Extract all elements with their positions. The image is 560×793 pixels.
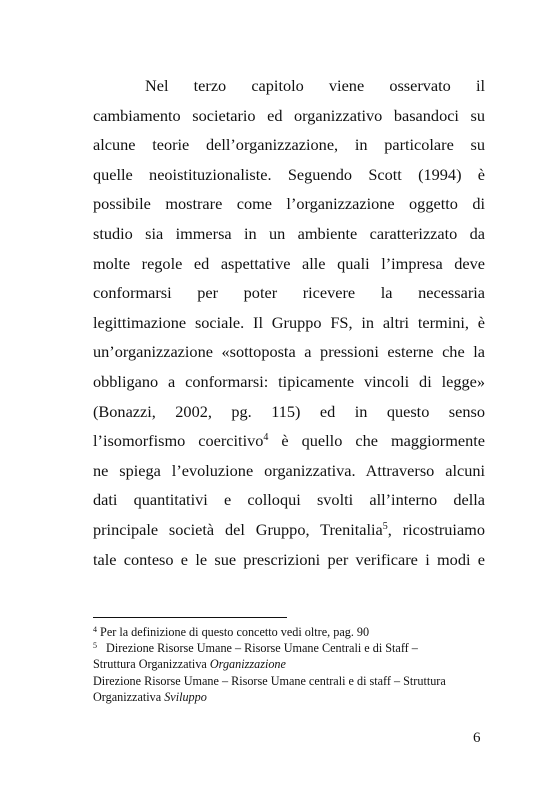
footnote-5-line2 [93,656,493,672]
body-line: possibile mostrare come l’organizzazione oggetto di [93,194,485,214]
text-run: , ricostruiamo [387,519,485,539]
footnote-separator [93,617,287,618]
footnote-marker-5: 5 [93,641,97,651]
text-run: è quello che maggiormente [268,431,485,451]
body-line: conformarsi per poter ricevere la necessaria [93,283,485,303]
body-line-with-footnote-ref [93,515,485,545]
page-number: 6 [473,730,481,746]
body-line: molte regole ed aspettative alle quali l’impresa deve [93,253,485,273]
body-line: dati quantitativi e colloqui svolti all’interno della [93,490,485,510]
body-line: alcune teorie dell’organizzazione, in particolare su [93,135,485,155]
footnote-ref-5[interactable]: 5 [382,520,388,532]
body-line: un’organizzazione «sottoposta a pressioni esterne che la [93,342,485,362]
footnote-5-line4 [93,689,493,705]
footnote-text: Organizzativa [93,689,165,704]
footnote-4 [93,624,493,640]
footnote-italic-text: Sviluppo [164,689,207,704]
body-line: studio sia immersa in un ambiente caratterizzato da [93,223,485,243]
footnote-5-line3: Direzione Risorse Umane – Risorse Umane centrali e di staff – Struttura [93,673,446,688]
footnote-marker-4: 4 [93,625,97,634]
footnote-5 [93,640,493,656]
footnotes [93,624,493,705]
footnote-5-line1: Direzione Risorse Umane – Risorse Umane Centrali e di Staff – [106,641,418,656]
body-line: Nel terzo capitolo viene osservato il [145,76,485,95]
body-line: ne spiega l’evoluzione organizzativa. Attraverso alcuni [93,460,485,480]
text-run: l’isomorfismo coercitivo [93,431,264,451]
footnote-italic-text: Organizzazione [209,657,286,672]
body-line: (Bonazzi, 2002, pg. 115) ed in questo senso [93,401,485,421]
body-line: quelle neoistituzionaliste. Seguendo Scott (1994) è [93,164,485,184]
footnote-text: Struttura Organizzativa [93,657,210,672]
footnote-4-text: Per la definizione di questo concetto vedi oltre, pag. 90 [97,625,370,639]
body-line: legittimazione sociale. Il Gruppo FS, in altri termini, è [93,312,485,332]
footnote-ref-4[interactable]: 4 [263,432,269,444]
body-line: tale conteso e le sue prescrizioni per verificare i modi e [93,549,485,569]
text-run: principale società del Gruppo, Trenitalia [93,519,383,539]
body-paragraph [93,71,485,574]
body-line-with-footnote-ref [93,426,485,456]
body-line: obbligano a conformarsi: tipicamente vincoli di legge» [93,371,485,391]
body-line: cambiamento societario ed organizzativo basandoci su [93,105,485,125]
